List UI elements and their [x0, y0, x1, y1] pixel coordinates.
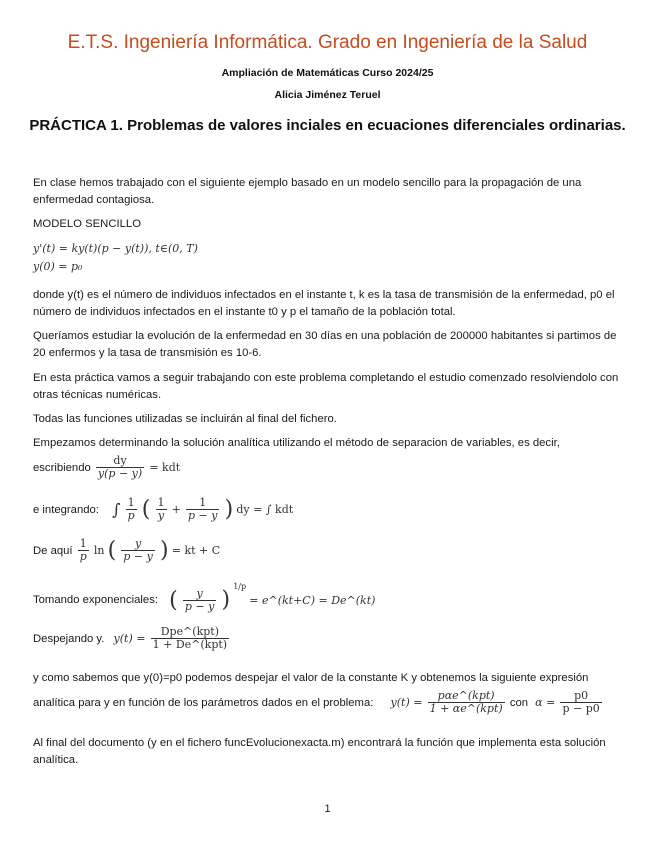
term-b-num: 1 — [186, 497, 219, 510]
log-argument — [121, 538, 154, 563]
knowing-label: analítica para y en función de los parámetros dados en el problema: — [33, 696, 374, 709]
integrating-label: e integrando: — [33, 503, 99, 516]
from-here-label: De aquí — [33, 544, 73, 557]
integral-prefactor-den: p — [127, 509, 135, 522]
university-header: E.T.S. Ingeniería Informática. Grado en Ingeniería de la Salud — [67, 32, 588, 53]
separation-numerator: dy — [96, 455, 144, 468]
close-paren: ) — [224, 497, 234, 522]
writing-label: escribiendo — [33, 461, 91, 474]
open-paren: ( — [107, 538, 117, 563]
integral-term-a — [156, 497, 167, 522]
exponential-line — [33, 582, 375, 613]
separation-denominator: y(p − y) — [97, 467, 143, 480]
course-subtitle: Ampliación de Matemáticas Curso 2024/25 — [221, 67, 434, 79]
log-prefactor — [78, 538, 89, 563]
solving-label: Despejando y. — [33, 632, 105, 645]
open-paren: ( — [169, 587, 178, 613]
alpha-lhs: α = — [535, 696, 556, 709]
intro-paragraph: En clase hemos trabajado con el siguiente ejemplo basado en un modelo sencillo para la propagación de una enfermedad contagiosa. — [33, 177, 582, 206]
closing-paragraph: Al final del documento (y en el fichero funcEvolucionexacta.m) encontrará la función que implementa esta solución analítica. — [33, 737, 606, 766]
solution-num: Dpe^(kpt) — [151, 626, 229, 639]
term-b-den: p − y — [188, 509, 218, 522]
log-arg-num: y — [121, 538, 154, 551]
integral-rhs: dy = ∫ kdt — [236, 503, 294, 516]
solution-line — [33, 626, 231, 651]
integral-prefactor-num: 1 — [126, 497, 137, 510]
alpha-den: p − p0 — [562, 702, 600, 715]
goal-paragraph: Queríamos estudiar la evolución de la enfermedad en 30 días en una población de 200000 habitantes si partimos de 20 enfermos y la tasa de transmisión es 10-6. — [33, 330, 617, 359]
knowing-paragraph: y como sabemos que y(0)=p0 podemos despejar el valor de la constante K y obtenemos la siguiente expresión — [33, 672, 589, 684]
with-label: con — [509, 696, 529, 709]
exp-power: 1/p — [233, 582, 247, 591]
exp-base — [183, 588, 216, 613]
log-prefactor-num: 1 — [78, 538, 89, 551]
final-lhs: y(t) = — [390, 696, 423, 709]
definitions-paragraph: donde y(t) es el número de individuos infectados en el instante t, k es la tasa de transmisión de la enfermedad, p0 el número de individuos infectados en el instante t0 y p el tamaño de la población total. — [33, 289, 615, 318]
exp-base-den: p − y — [184, 599, 215, 613]
integration-line — [33, 497, 293, 522]
integral-prefactor — [126, 497, 137, 522]
method-paragraph: Empezamos determinando la solución analítica utilizando el método de separacion de variables, es decir, — [33, 437, 560, 449]
alpha-fraction — [560, 690, 601, 715]
plus-sign: + — [171, 503, 181, 516]
close-paren: ) — [221, 587, 231, 613]
term-a-den: y — [157, 509, 165, 522]
ln-symbol: ln — [93, 544, 105, 557]
final-num: pαe^(kpt) — [428, 690, 505, 703]
log-rhs: = kt + C — [171, 544, 221, 557]
solution-den: 1 + De^(kpt) — [152, 638, 228, 651]
open-paren: ( — [141, 497, 151, 522]
integral-term-b — [186, 497, 219, 522]
functions-note: Todas las funciones utilizadas se incluirán al final del fichero. — [33, 413, 337, 425]
page-number: 1 — [324, 803, 331, 815]
log-prefactor-den: p — [79, 550, 87, 563]
practice-paragraph: En esta práctica vamos a seguir trabajando con este problema completando el estudio comenzado resolviendolo con otras técnicas numéricas. — [33, 372, 619, 401]
separation-rhs: = kdt — [149, 461, 181, 474]
ode-equation-line1: y'(t) = ky(t)(p − y(t)), t∈(0, T) — [33, 242, 198, 255]
final-fraction — [428, 690, 505, 715]
separation-line — [33, 455, 180, 480]
alpha-num: p0 — [560, 690, 601, 703]
exp-base-num: y — [183, 588, 216, 601]
log-arg-den: p − y — [123, 550, 153, 563]
practice-title: PRÁCTICA 1. Problemas de valores inciales en ecuaciones diferenciales ordinarias. — [29, 117, 626, 134]
exponentials-label: Tomando exponenciales: — [33, 594, 158, 607]
final-den: 1 + αe^(kpt) — [429, 702, 503, 715]
solution-lhs: y(t) = — [113, 632, 146, 645]
ode-equation-line2: y(0) = p₀ — [33, 260, 83, 273]
separation-fraction — [96, 455, 144, 480]
term-a-num: 1 — [157, 496, 165, 509]
log-line — [33, 538, 220, 563]
integral-symbol: ∫ — [112, 500, 121, 519]
exp-rhs: = e^(kt+C) = De^(kt) — [249, 593, 376, 607]
solution-fraction — [151, 626, 229, 651]
author-name: Alicia Jiménez Teruel — [274, 89, 381, 101]
final-expression-line — [33, 690, 604, 715]
model-heading: MODELO SENCILLO — [33, 218, 141, 230]
close-paren: ) — [160, 538, 169, 563]
